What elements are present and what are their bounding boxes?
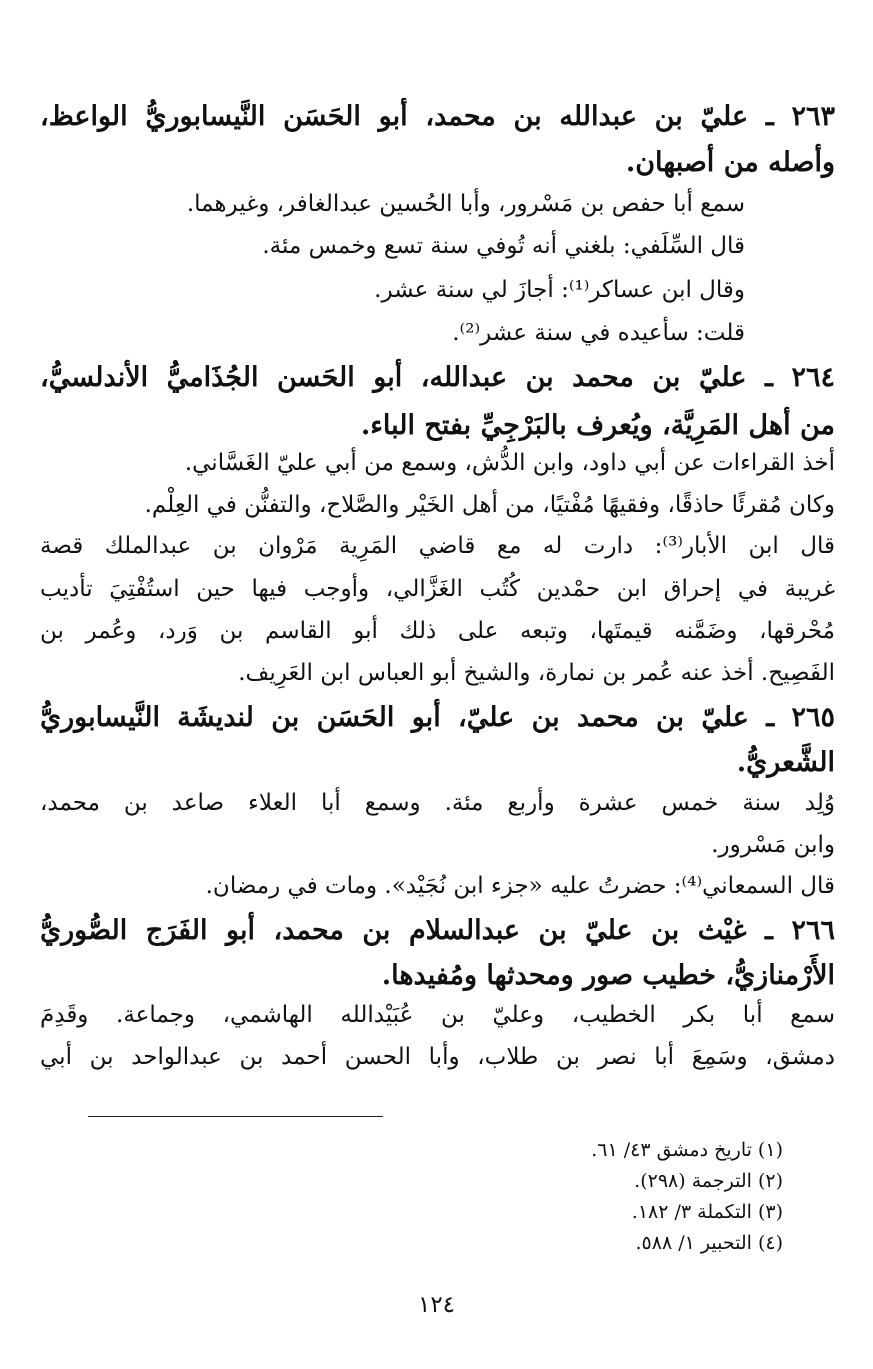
footnote-4: (٤) التحبير ١/ ٥٨٨. [635,1232,783,1254]
entry-263-body-line: قال السِّلَفي: بلغني أنه تُوفي سنة تسع وخمس مئة. [262,233,745,259]
entry-263-body-line: وقال ابن عساكر⁽¹⁾: أجازَ لي سنة عشر. [374,277,745,303]
entry-264-body-line: قال ابن الأبار⁽³⁾: دارت له مع قاضي المَرِية مَرْوان بن عبدالملك قصة [40,533,835,559]
entry-263-body-line: سمع أبا حفص بن مَسْرور، وأبا الحُسين عبدالغافر، وغيرهما. [186,191,745,217]
entry-heading-265-line-2: الشَّعريُّ. [736,747,835,778]
entry-263-body-line: قلت: سأعيده في سنة عشر⁽²⁾. [452,320,745,346]
entry-heading-263-line-1: ٢٦٣ ـ عليّ بن عبدالله بن محمد، أبو الحَسَن النَّيسابوريُّ الواعظ، [40,101,835,132]
entry-264-body-line: مُحْرقها، وضَمَّنه قيمتَها، وتبعه على ذلك أبو القاسم بن وَرد، وعُمر بن [40,618,835,644]
entry-heading-264-line-2: من أهل المَرِيَّة، ويُعرف بالبَرْجِيِّ بفتح الباء. [360,410,835,441]
entry-266-body-line: دمشق، وسَمِعَ أبا نصر بن طلاب، وأبا الحسن أحمد بن عبدالواحد بن أبي [40,1044,835,1070]
entry-heading-264-line-1: ٢٦٤ ـ عليّ بن محمد بن عبدالله، أبو الحَسن الجُذَاميُّ الأندلسيُّ، [40,362,835,393]
entry-heading-263-line-2: وأصله من أصبهان. [625,147,835,178]
footnote-1: (١) تاريخ دمشق ٤٣/ ٦١. [591,1139,783,1161]
entry-heading-265-line-1: ٢٦٥ ـ عليّ بن محمد بن عليّ، أبو الحَسَن بن لنديشَة النَّيسابوريُّ [40,702,835,733]
entry-264-body-line: أخذ القراءات عن أبي داود، وابن الدُّش، وسمع من أبي عليّ الغَسَّاني. [184,450,835,476]
entry-heading-266-line-2: الأَرْمنازيُّ، خطيب صور ومحدثها ومُفيدها. [381,960,835,991]
footnote-separator [88,1116,383,1117]
footnote-3: (٣) التكملة ٣/ ١٨٢. [631,1201,783,1223]
entry-265-body-line: وابن مَسْرور. [711,832,835,858]
entry-heading-266-line-1: ٢٦٦ ـ غيْث بن عليّ بن عبدالسلام بن محمد، أبو الفَرَج الصُّوريُّ [40,915,835,946]
entry-265-body-line: وُلِد سنة خمس عشرة وأربع مئة. وسمع أبا العلاء صاعد بن محمد، [40,790,835,816]
entry-264-body-line: وكان مُقرئًا حاذقًا، وفقيهًا مُفْتيًا، من أهل الخَيْر والصَّلاح، والتفنُّن في العِلْم. [144,492,835,518]
entry-266-body-line: سمع أبا بكر الخطيب، وعليّ بن عُبَيْدالله الهاشمي، وجماعة. وقَدِمَ [40,1002,835,1028]
entry-264-body-line: غريبة في إحراق ابن حمْدين كُتُب الغَزَّالي، وأوجب فيها حين استُفْتِيَ تأديب [40,576,835,602]
entry-265-body-line: قال السمعاني⁽⁴⁾: حضرتُ عليه «جزء ابن نُجَيْد». ومات في رمضان. [205,873,835,899]
entry-264-body-line: الفَصِيح. أخذ عنه عُمر بن نمارة، والشيخ أبو العباس ابن العَرِيف. [238,660,835,686]
footnote-2: (٢) الترجمة (٢٩٨). [634,1170,783,1192]
page-number: ١٢٤ [417,1292,456,1318]
